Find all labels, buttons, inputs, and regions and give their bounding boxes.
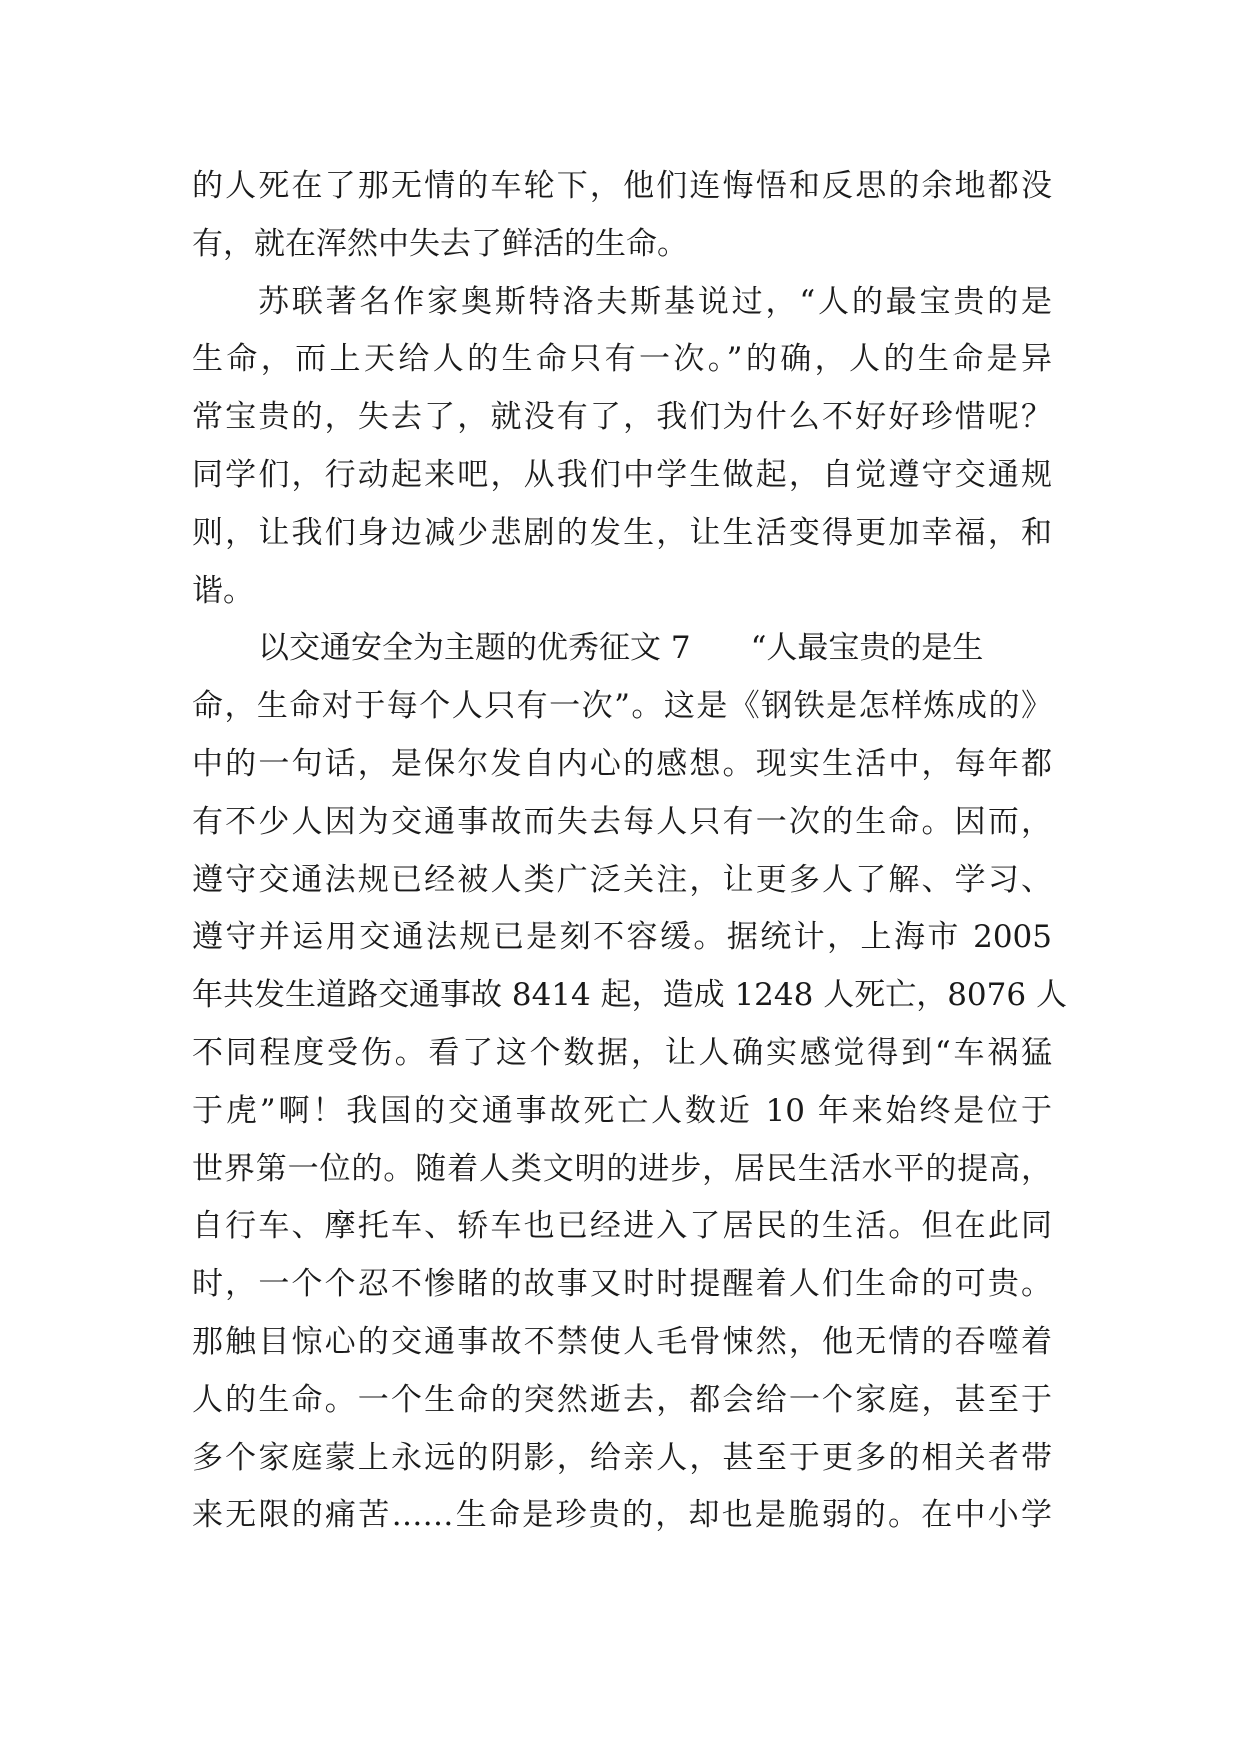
text-line: 于虎”啊！我国的交通事故死亡人数近 10 年来始终是位于 [192,1092,1052,1129]
text-line: 常宝贵的，失去了，就没有了，我们为什么不好好珍惜呢？ [192,399,1052,436]
text-line: 遵守并运用交通法规已是刻不容缓。据统计，上海市 2005 [192,919,1052,956]
text-line: 自行车、摩托车、轿车也已经进入了居民的生活。但在此同 [192,1208,1052,1245]
text-line: 谐。 [192,572,254,609]
paragraph-opening: “人最宝贵的是生 [750,630,984,667]
text-line: 同学们，行动起来吧，从我们中学生做起，自觉遵守交通规 [192,456,1052,493]
section-heading: 以交通安全为主题的优秀征文 7 [258,630,691,667]
text-line: 年共发生道路交通事故 8414 起，造成 1248 人死亡，8076 人 [192,977,1067,1014]
text-line: 不同程度受伤。看了这个数据，让人确实感觉得到“车祸猛 [192,1034,1052,1071]
text-line: 时，一个个忍不惨睹的故事又时时提醒着人们生命的可贵。 [192,1266,1052,1303]
text-line: 命，生命对于每个人只有一次”。这是《钢铁是怎样炼成的》 [192,688,1052,725]
text-line: 来无限的痛苦……生命是珍贵的，却也是脆弱的。在中小学 [192,1497,1052,1534]
text-line: 世界第一位的。随着人类文明的进步，居民生活水平的提高， [192,1150,1052,1187]
paragraph-start-line: 苏联著名作家奥斯特洛夫斯基说过，“人的最宝贵的是 [258,283,1052,320]
text-line: 则，让我们身边减少悲剧的发生，让生活变得更加幸福，和 [192,514,1052,551]
text-line: 生命，而上天给人的生命只有一次。”的确，人的生命是异 [192,341,1052,378]
text-line: 遵守交通法规已经被人类广泛关注，让更多人了解、学习、 [192,861,1052,898]
text-line: 那触目惊心的交通事故不禁使人毛骨悚然，他无情的吞噬着 [192,1323,1052,1360]
text-line: 中的一句话，是保尔发自内心的感想。现实生活中，每年都 [192,745,1052,782]
text-line: 有，就在浑然中失去了鲜活的生命。 [192,225,688,262]
text-line: 多个家庭蒙上永远的阴影，给亲人，甚至于更多的相关者带 [192,1439,1052,1476]
text-line: 人的生命。一个生命的突然逝去，都会给一个家庭，甚至于 [192,1381,1052,1418]
body-text [192,158,1067,1545]
text-line: 的人死在了那无情的车轮下，他们连悔悟和反思的余地都没 [192,168,1052,204]
section-heading-line [192,620,1052,678]
text-line: 有不少人因为交通事故而失去每人只有一次的生命。因而， [192,803,1052,840]
